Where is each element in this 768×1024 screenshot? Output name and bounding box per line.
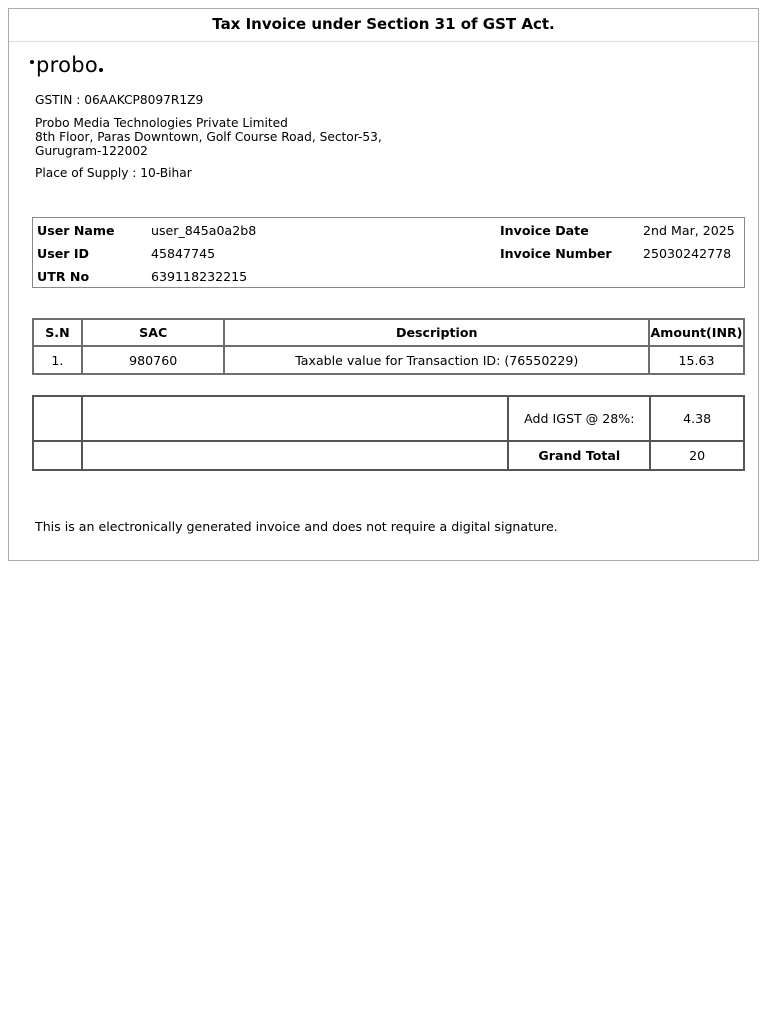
empty-cell	[82, 441, 509, 470]
probo-logo	[30, 53, 103, 77]
igst-row	[33, 396, 744, 441]
invoice-date-value: 2nd Mar, 2025	[643, 223, 735, 238]
user-id-value: 45847745	[151, 246, 216, 261]
seller-details	[35, 116, 382, 158]
header-sac: SAC	[82, 319, 225, 346]
row-sac: 980760	[82, 346, 225, 374]
row-sn: 1.	[33, 346, 82, 374]
place-of-supply: Place of Supply : 10-Bihar	[35, 166, 192, 180]
grand-total-label: Grand Total	[508, 441, 650, 470]
invoice-number-label: Invoice Number	[500, 246, 612, 261]
seller-gstin: GSTIN : 06AAKCP8097R1Z9	[35, 93, 204, 107]
logo-dot-icon	[30, 60, 34, 64]
user-name-label: User Name	[37, 223, 115, 238]
empty-cell	[33, 441, 82, 470]
empty-cell	[33, 396, 82, 441]
grand-total-row	[33, 441, 744, 470]
invoice-number-value: 25030242778	[643, 246, 732, 261]
user-name-value: user_845a0a2b8	[151, 223, 257, 238]
totals-table	[32, 395, 745, 471]
header-description: Description	[224, 319, 649, 346]
igst-label: Add IGST @ 28%:	[508, 396, 650, 441]
invoice-title: Tax Invoice under Section 31 of GST Act.	[9, 9, 758, 42]
seller-address-line2: Gurugram-122002	[35, 144, 148, 158]
invoice-document	[8, 8, 759, 561]
row-description: Taxable value for Transaction ID: (76550229)	[224, 346, 649, 374]
header-sn: S.N	[33, 319, 82, 346]
seller-address-line1: 8th Floor, Paras Downtown, Golf Course Road, Sector-53,	[35, 130, 382, 144]
grand-total-value: 20	[650, 441, 744, 470]
igst-value: 4.38	[650, 396, 744, 441]
seller-name: Probo Media Technologies Private Limited	[35, 116, 288, 130]
items-header-row	[33, 319, 744, 346]
utr-label: UTR No	[37, 269, 90, 284]
utr-value: 639118232215	[151, 269, 248, 284]
footer-note: This is an electronically generated invoice and does not require a digital signature.	[35, 519, 558, 534]
user-details-box	[32, 217, 745, 288]
user-id-label: User ID	[37, 246, 89, 261]
table-row	[33, 346, 744, 374]
items-table	[32, 318, 745, 375]
header-amount: Amount(INR)	[649, 319, 744, 346]
empty-cell	[82, 396, 509, 441]
row-amount: 15.63	[649, 346, 744, 374]
invoice-date-label: Invoice Date	[500, 223, 589, 238]
logo-dot-icon	[99, 68, 103, 72]
logo-text: probo	[36, 53, 99, 77]
